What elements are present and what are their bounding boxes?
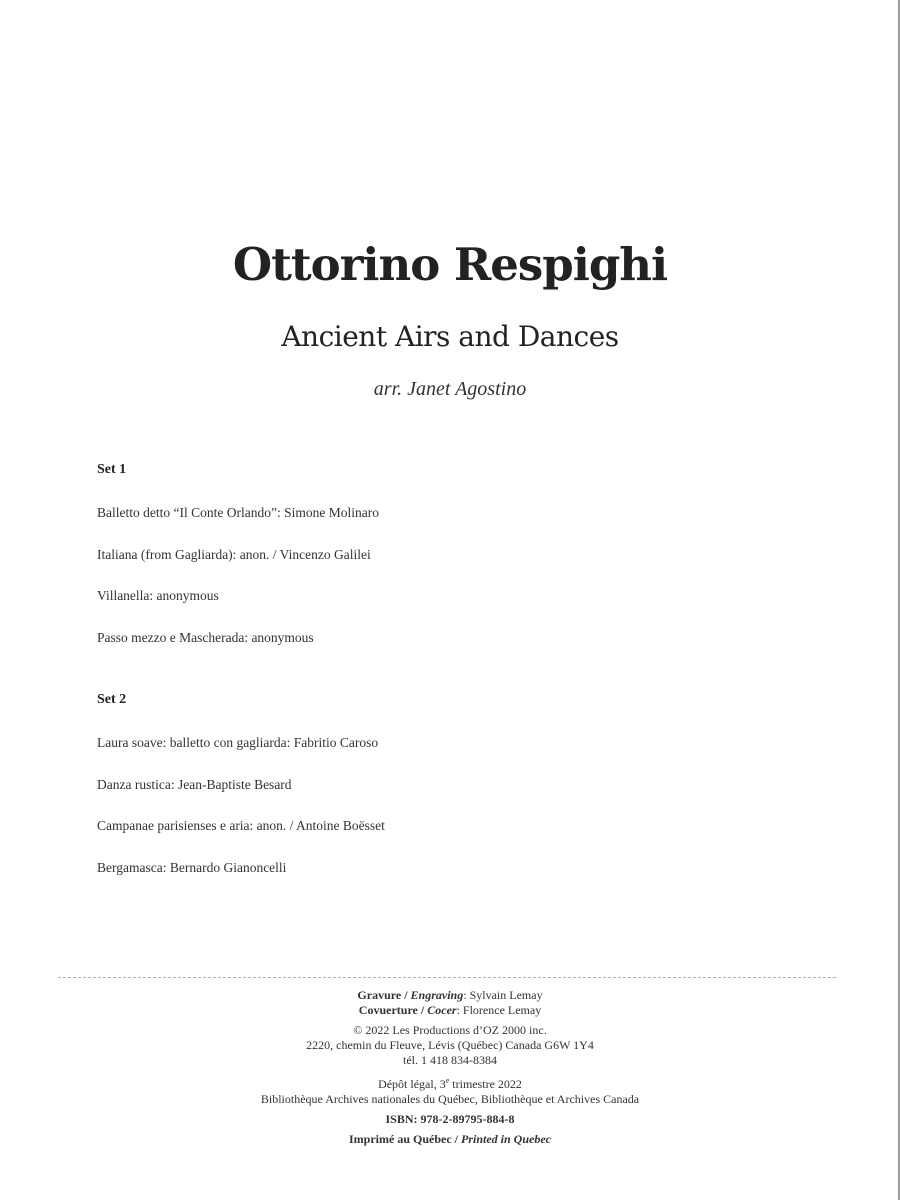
set-2-heading: Set 2 xyxy=(97,692,127,707)
set-2-piece-list xyxy=(97,735,385,901)
legal-deposit: Dépôt légal, 3e trimestre 2022 xyxy=(378,1076,522,1091)
isbn: ISBN: 978-2-89795-884-8 xyxy=(385,1112,515,1126)
work-title: Ancient Airs and Dances xyxy=(281,320,619,353)
composer-title: Ottorino Respighi xyxy=(232,238,668,291)
piece-item: Campanae parisienses e aria: anon. / Antoine Boësset xyxy=(97,818,385,833)
piece-item: Italiana (from Gagliarda): anon. / Vincenzo Galilei xyxy=(97,546,371,562)
piece-item: Danza rustica: Jean-Baptiste Besard xyxy=(97,776,292,792)
printed-in: Imprimé au Québec / Printed in Quebec xyxy=(349,1132,551,1146)
publisher-phone: tél. 1 418 834-8384 xyxy=(403,1053,497,1067)
set-1-heading: Set 1 xyxy=(97,462,127,477)
arranger-credit: arr. Janet Agostino xyxy=(373,378,527,400)
library-archives: Bibliothèque Archives nationales du Québec, Bibliothèque et Archives Canada xyxy=(260,1092,640,1106)
piece-item: Balletto detto “Il Conte Orlando”: Simone Molinaro xyxy=(97,505,379,520)
piece-item: Passo mezzo e Mascherada: anonymous xyxy=(97,629,314,645)
copyright-line: © 2022 Les Productions d’OZ 2000 inc. xyxy=(353,1023,547,1037)
colophon xyxy=(0,988,900,1147)
cover-credit: Covuerture / Cocer: Florence Lemay xyxy=(358,1003,542,1017)
colophon-divider xyxy=(58,977,836,978)
piece-item: Laura soave: balletto con gagliarda: Fabritio Caroso xyxy=(97,735,379,750)
piece-item: Villanella: anonymous xyxy=(97,588,219,603)
publisher-address: 2220, chemin du Fleuve, Lévis (Québec) Canada G6W 1Y4 xyxy=(306,1038,594,1052)
piece-item: Bergamasca: Bernardo Gianoncelli xyxy=(97,859,287,875)
set-1-piece-list xyxy=(97,505,379,671)
engraving-credit: Gravure / Engraving: Sylvain Lemay xyxy=(357,988,543,1002)
